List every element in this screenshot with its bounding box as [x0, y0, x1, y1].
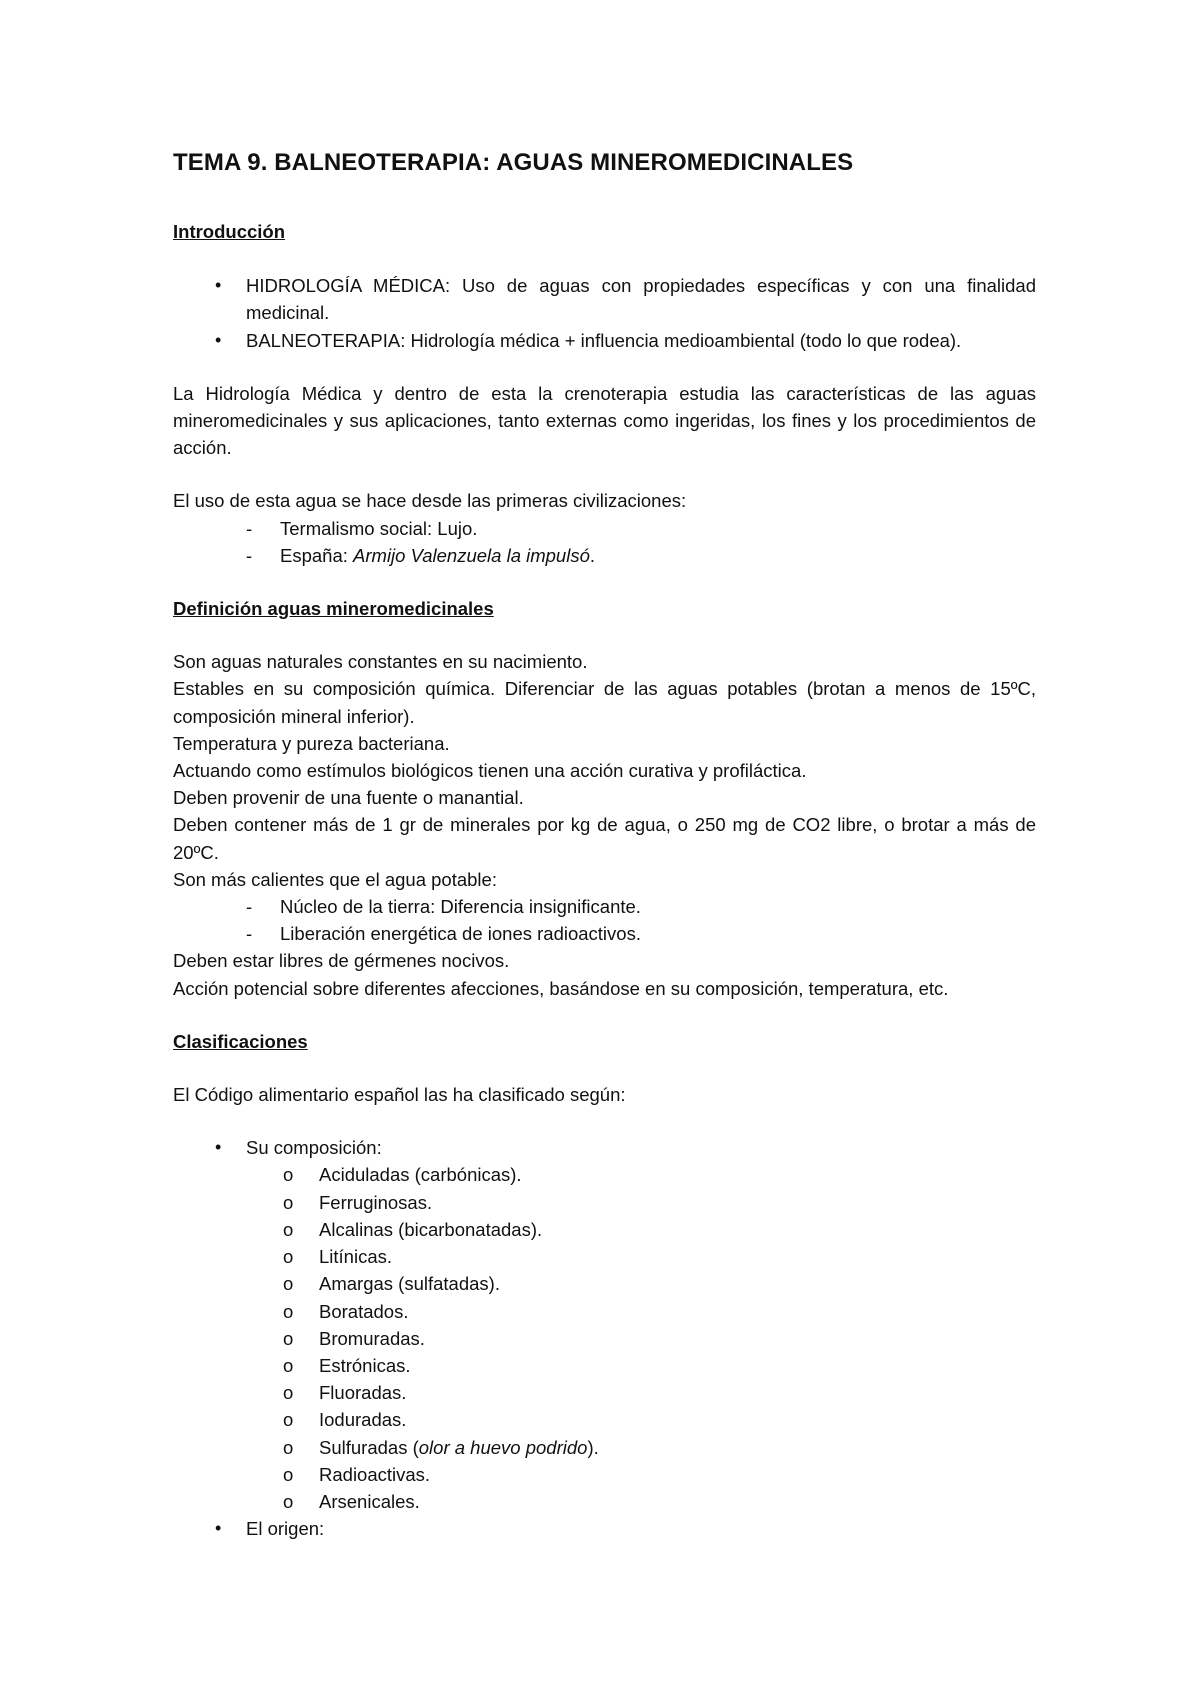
bullet-marker: •	[215, 1518, 222, 1539]
circle-marker: o	[283, 1354, 294, 1376]
composicion-item-italic: olor a huevo podrido	[418, 1436, 588, 1458]
composicion-item: Alcalinas (bicarbonatadas).	[319, 1218, 543, 1240]
bullet-marker: •	[215, 1137, 222, 1158]
list-item	[173, 1189, 1036, 1216]
intro-paragraph: La Hidrología Médica y dentro de esta la crenoterapia estudia las características de las aguas mineromedicinales y sus aplicaciones, tanto externas como ingeridas, los fines y los procedimientos de acción.	[173, 382, 1036, 459]
section-heading-clasificaciones: Clasificaciones	[173, 1030, 308, 1052]
list-item	[173, 1325, 1036, 1352]
definicion-line: Temperatura y pureza bacteriana.	[173, 732, 450, 754]
circle-marker: o	[283, 1382, 294, 1404]
dash-text: Liberación energética de iones radioactivos.	[280, 923, 641, 945]
list-item	[173, 1270, 1036, 1297]
circle-marker: o	[283, 1300, 294, 1322]
dash-text: Termalismo social: Lujo.	[280, 517, 478, 539]
document-title: TEMA 9. BALNEOTERAPIA: AGUAS MINEROMEDICINALES	[173, 149, 854, 176]
bullet-text: HIDROLOGÍA MÉDICA: Uso de aguas con propiedades específicas y con una finalidad medicinal.	[246, 275, 1036, 324]
list-item	[173, 893, 1036, 920]
bullet-text: El origen:	[246, 1518, 325, 1540]
intro-bullet-list	[173, 272, 1036, 354]
list-item	[173, 1352, 1036, 1379]
list-item	[173, 1379, 1036, 1406]
composicion-item: Ioduradas.	[319, 1409, 407, 1431]
definicion-line: Estables en su composición química. Diferenciar de las aguas potables (brotan a menos de 15ºC, composición mineral inferior).	[173, 678, 1036, 727]
composicion-item: Boratados.	[319, 1300, 409, 1322]
definicion-line: Deben contener más de 1 gr de minerales por kg de agua, o 250 mg de CO2 libre, o brotar a más de 20ºC.	[173, 814, 1036, 863]
list-item	[173, 1488, 1036, 1515]
clasificaciones-intro: El Código alimentario español las ha clasificado según:	[173, 1084, 626, 1106]
list-item	[173, 1461, 1036, 1488]
list-item	[173, 1161, 1036, 1188]
uso-intro-text: El uso de esta agua se hace desde las primeras civilizaciones:	[173, 490, 687, 512]
circle-marker: o	[283, 1191, 294, 1213]
list-item	[173, 327, 1036, 354]
composicion-item: Litínicas.	[319, 1246, 393, 1268]
definicion-dash-list	[173, 893, 1036, 947]
clasificaciones-bullet-list	[173, 1134, 1036, 1161]
composicion-item: Estrónicas.	[319, 1354, 411, 1376]
composicion-item: Aciduladas (carbónicas).	[319, 1164, 522, 1186]
uso-dash-list	[173, 515, 1036, 569]
circle-marker: o	[283, 1218, 294, 1240]
definicion-line: Actuando como estímulos biológicos tienen una acción curativa y profiláctica.	[173, 760, 807, 782]
bullet-text: Su composición:	[246, 1137, 382, 1159]
definicion-line: Son más calientes que el agua potable:	[173, 868, 497, 890]
circle-marker: o	[283, 1246, 294, 1268]
composicion-item-end: ).	[587, 1436, 599, 1458]
composicion-item: Bromuradas.	[319, 1327, 425, 1349]
circle-marker: o	[283, 1490, 294, 1512]
list-item	[173, 1515, 1036, 1542]
list-item	[173, 272, 1036, 326]
list-item	[173, 1434, 1036, 1461]
definicion-line: Deben provenir de una fuente o manantial.	[173, 787, 524, 809]
dash-marker: -	[246, 923, 253, 945]
section-heading-definicion: Definición aguas mineromedicinales	[173, 598, 494, 620]
document-content	[173, 148, 1036, 1542]
dash-text: Núcleo de la tierra: Diferencia insignificante.	[280, 896, 641, 918]
clasificaciones-bullet-list-2	[173, 1515, 1036, 1542]
list-item	[173, 920, 1036, 947]
circle-marker: o	[283, 1164, 294, 1186]
dash-marker: -	[246, 517, 253, 539]
definicion-line: Acción potencial sobre diferentes afecciones, basándose en su composición, temperatura, etc.	[173, 977, 949, 999]
dash-text-italic: Armijo Valenzuela la impulsó	[353, 544, 590, 566]
bullet-marker: •	[215, 329, 222, 350]
circle-marker: o	[283, 1436, 294, 1458]
circle-marker: o	[283, 1409, 294, 1431]
list-item	[173, 1134, 1036, 1161]
circle-marker: o	[283, 1273, 294, 1295]
composicion-list	[173, 1161, 1036, 1515]
dash-text: España:	[280, 544, 354, 566]
list-item	[173, 1216, 1036, 1243]
dash-marker: -	[246, 896, 253, 918]
composicion-item: Fluoradas.	[319, 1382, 407, 1404]
dash-marker: -	[246, 544, 253, 566]
circle-marker: o	[283, 1463, 294, 1485]
definicion-line: Deben estar libres de gérmenes nocivos.	[173, 950, 510, 972]
composicion-item: Arsenicales.	[319, 1490, 420, 1512]
composicion-item: Ferruginosas.	[319, 1191, 433, 1213]
bullet-marker: •	[215, 275, 222, 296]
list-item	[173, 1406, 1036, 1433]
section-heading-introduccion: Introducción	[173, 221, 286, 242]
list-item	[173, 542, 1036, 569]
composicion-item: Sulfuradas (	[319, 1436, 419, 1458]
list-item	[173, 515, 1036, 542]
circle-marker: o	[283, 1327, 294, 1349]
composicion-item: Amargas (sulfatadas).	[319, 1273, 500, 1295]
list-item	[173, 1298, 1036, 1325]
bullet-text: BALNEOTERAPIA: Hidrología médica + influencia medioambiental (todo lo que rodea).	[246, 329, 962, 351]
composicion-item: Radioactivas.	[319, 1463, 431, 1485]
definicion-line: Son aguas naturales constantes en su nacimiento.	[173, 651, 588, 673]
dash-text-end: .	[589, 544, 596, 566]
list-item	[173, 1243, 1036, 1270]
